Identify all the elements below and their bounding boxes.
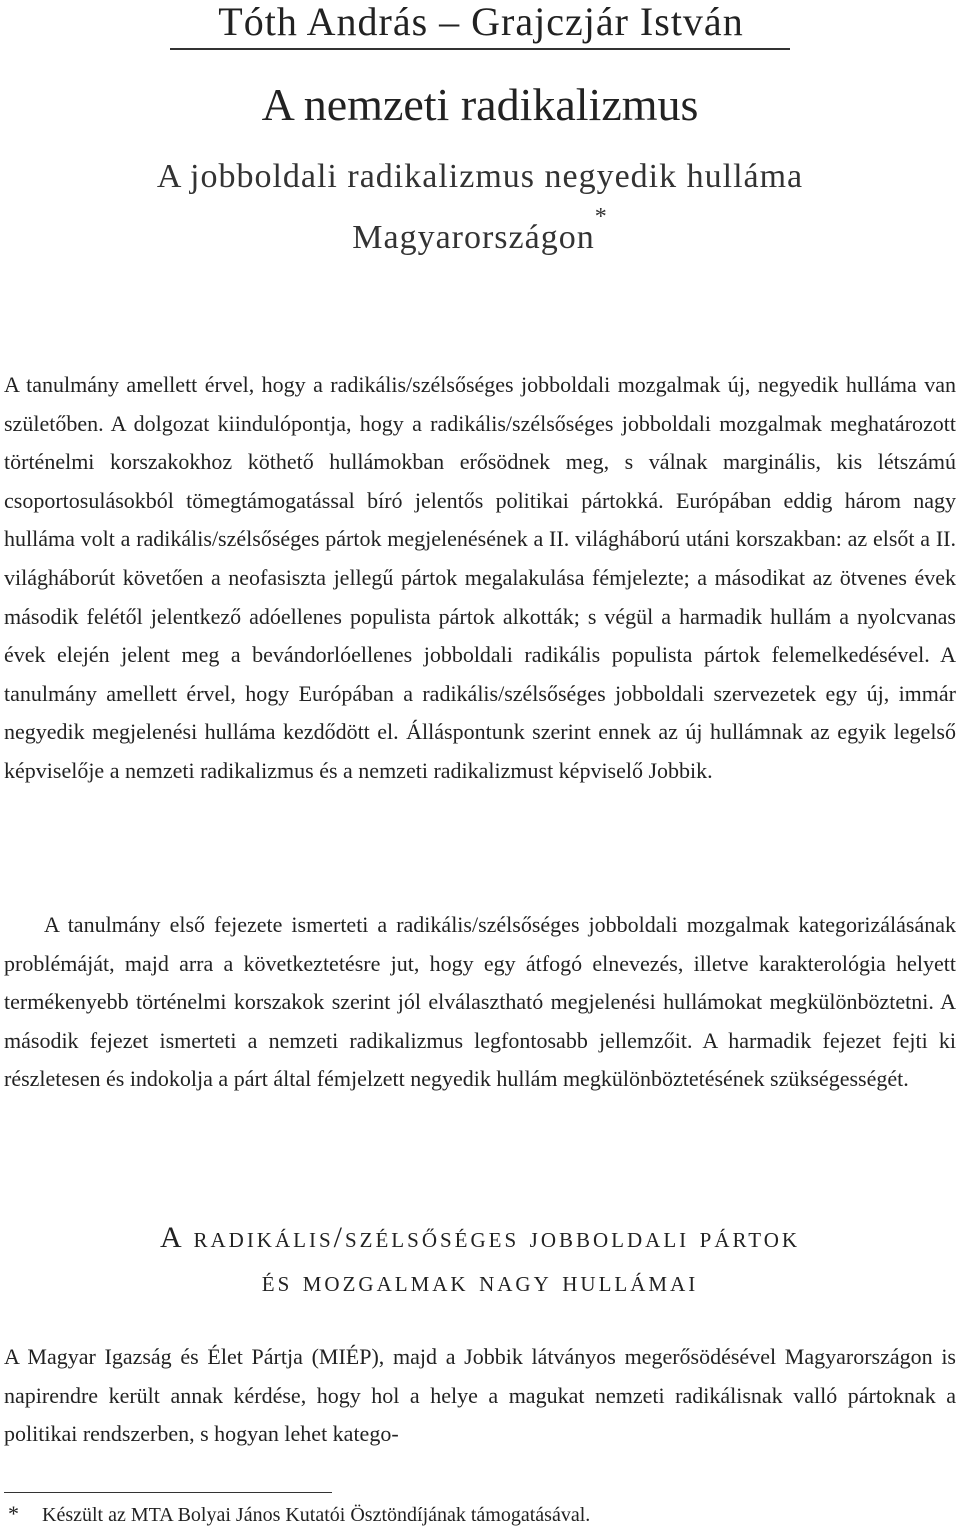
article-title: A nemzeti radikalizmus (261, 79, 699, 130)
authors-header: Tóth András – Grajczjár István (218, 0, 744, 44)
section-heading-line-1: A radikális/szélsőséges jobboldali pártok (159, 1221, 801, 1254)
footnote-reference-marker: * (594, 204, 608, 230)
section-heading (0, 1216, 960, 1304)
article-subtitle (140, 146, 820, 268)
footnote-text: Készült az MTA Bolyai János Kutatói Ösztöndíjának támogatásával. (42, 1504, 591, 1526)
footnote-rule (4, 1492, 332, 1493)
abstract-paragraph-1: A tanulmány amellett érvel, hogy a radikális/szélsőséges jobboldali mozgalmak új, negyedik hulláma van születőben. A dolgozat kiindulópontja, hogy a radikális/szélsőséges jobboldali mozgalmak meghatározott történelmi korszakokhoz köthető hullámokban erősödnek meg, s válnak marginális, kis létszámú csoportosulásokból tömegtámogatással bíró jelentős politikai pártokká. Európában eddig három nagy hulláma volt a radikális/szélsőséges pártok megjelenésének a II. világháború utáni korszakban: az elsőt a II. világháborút követően a neofasiszta jellegű pártok megalakulása fémjelezte; a másodikat az ötvenes évek második felétől jelentkező adóellenes populista pártok alkották; s végül a harmadik hullám a nyolcvanas évek elején jelent meg a bevándorlóellenes jobboldali radikális populista pártok felemelkedésével. A tanulmány amellett érvel, hogy Európában a radikális/szélsőséges jobboldali szervezetek egy új, immár negyedik megjelenési hulláma kezdődött el. Álláspontunk szerint ennek az új hullámnak az egyik legelső képviselője a nemzeti radikalizmus és a nemzeti radikalizmust képviselő Jobbik. (4, 372, 956, 783)
section-heading-line-2: és mozgalmak nagy hullámai (261, 1265, 699, 1298)
footnote (8, 1500, 948, 1529)
header-rule (170, 48, 790, 50)
body-paragraph: A Magyar Igazság és Élet Pártja (MIÉP), majd a Jobbik látványos megerősödésével Magyarországon is napirendre került annak kérdése, hogy hol a helye a magukat nemzeti radikálisnak valló pártoknak a politikai rendszerben, s hogyan lehet katego- (4, 1344, 956, 1447)
subtitle-text: A jobboldali radikalizmus negyedik hulláma Magyarországon (156, 158, 804, 256)
footnote-marker: * (8, 1501, 19, 1526)
abstract-paragraph-2: A tanulmány első fejezete ismerteti a radikális/szélsőséges jobboldali mozgalmak kategorizálásának problémáját, majd arra a következtetésre jut, hogy egy átfogó elnevezés, illetve karakterológia helyett termékenyebb történelmi korszakok szerint jól elválasztható megjelenési hullámokat megkülönböztetni. A második fejezet ismerteti a nemzeti radikalizmus legfontosabb jellemzőit. A harmadik fejezet fejti ki részletesen és indokolja a párt által fémjelzett negyedik hullám megkülönböztetésének szükségességét. (4, 912, 956, 1092)
